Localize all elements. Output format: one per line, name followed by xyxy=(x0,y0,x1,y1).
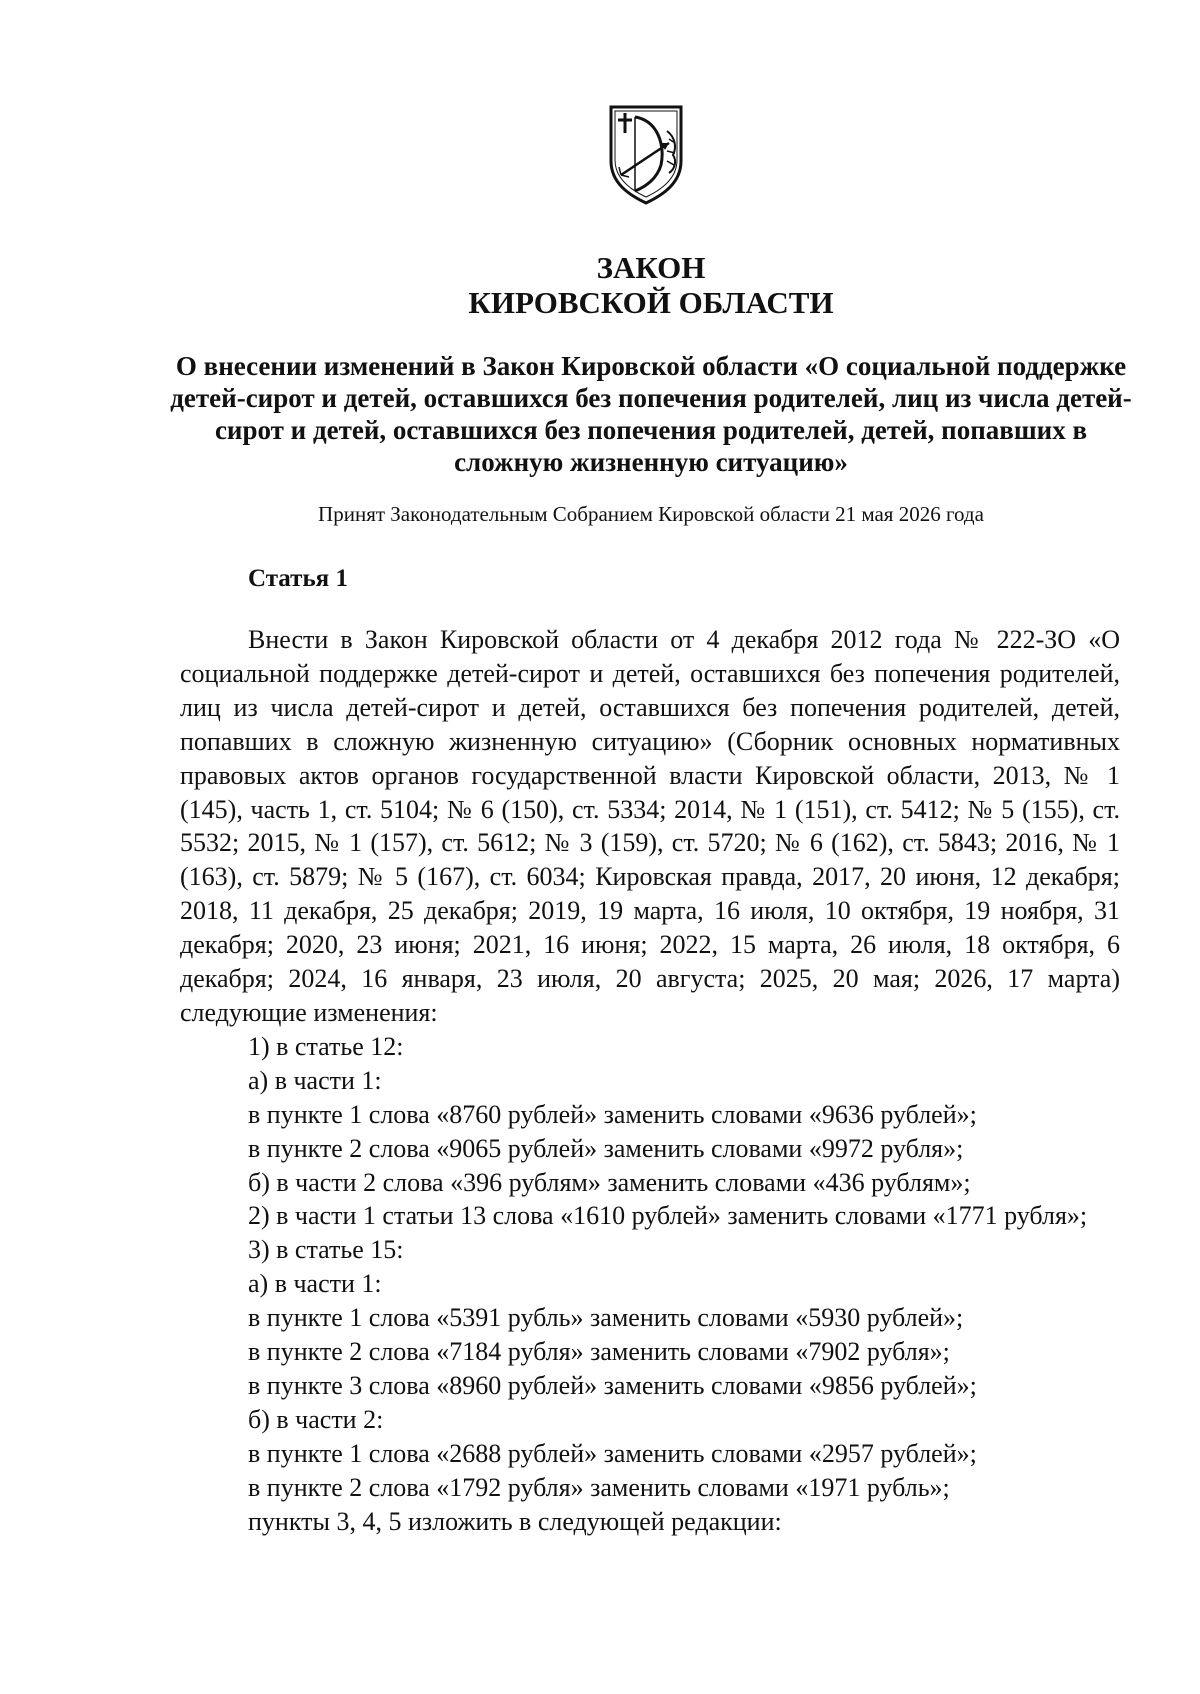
list-item: в пункте 3 слова «8960 рублей» заменить словами «9856 рублей»; xyxy=(248,1370,977,1400)
article-intro-paragraph: Внести в Закон Кировской области от 4 декабря 2012 года № 222-ЗО «О социальной поддержке детей-сирот и детей, оставшихся без попечения родителей, лиц из числа детей-сирот и детей, оставшихся без попечения родителей, детей, попавших в сложную жизненную ситуацию» (Сборник основных нормативных правовых актов органов государственной власти Кировской области, 2013, № 1 (145), часть 1, ст. 5104; № 6 (150), ст. 5334; 2014, № 1 (151), ст. 5412; № 5 (155), ст. 5532; 2015, № 1 (157), ст. 5612; № 3 (159), ст. 5720; № 6 (162), ст. 5843; 2016, № 1 (163), ст. 5879; № 5 (167), ст. 6034; Кировская правда, 2017, 20 июня, 12 декабря; 2018, 11 декабря, 25 декабря; 2019, 19 марта, 16 июля, 10 октября, 19 ноября, 31 декабря; 2020, 23 июня; 2021, 16 июня; 2022, 15 марта, 26 июля, 18 октября, 6 декабря; 2024, 16 января, 23 июля, 20 августа; 2025, 20 мая; 2026, 17 марта) следующие изменения: xyxy=(180,625,1120,1027)
law-title-line-1: ЗАКОН xyxy=(596,250,706,285)
list-item: а) в части 1: xyxy=(248,1269,382,1299)
adoption-note: Принят Законодательным Собранием Кировской области 21 мая 2026 года xyxy=(318,502,984,526)
list-item: 3) в статье 15: xyxy=(248,1235,404,1265)
list-item: в пункте 1 слова «2688 рублей» заменить словами «2957 рублей»; xyxy=(248,1438,977,1468)
kirov-oblast-coat-of-arms-icon xyxy=(605,103,687,206)
article-heading: Статья 1 xyxy=(248,565,348,592)
list-item: пункты 3, 4, 5 изложить в следующей редакции: xyxy=(248,1506,782,1536)
list-item: в пункте 2 слова «7184 рубля» заменить словами «7902 рубля»; xyxy=(248,1337,950,1367)
list-item: б) в части 2: xyxy=(248,1404,384,1434)
list-item: 2) в части 1 статьи 13 слова «1610 рублей» заменить словами «1771 рубля»; xyxy=(248,1201,1088,1231)
list-item: а) в части 1: xyxy=(248,1065,382,1095)
law-title-line-2: КИРОВСКОЙ ОБЛАСТИ xyxy=(468,285,834,320)
list-item: б) в части 2 слова «396 рублям» заменить словами «436 рублям»; xyxy=(248,1167,971,1197)
article-body xyxy=(180,623,1120,1538)
list-item: в пункте 2 слова «9065 рублей» заменить словами «9972 рубля»; xyxy=(248,1133,964,1163)
law-subtitle: О внесении изменений в Закон Кировской области «О социальной поддержке детей-сирот и детей, оставшихся без попечения родителей, лиц из числа детей-сирот и детей, оставшихся без попечения родителей, детей, попавших в сложную жизненную ситуацию» xyxy=(170,351,1132,477)
list-item: в пункте 1 слова «8760 рублей» заменить словами «9636 рублей»; xyxy=(248,1099,977,1129)
list-item: в пункте 2 слова «1792 рубля» заменить словами «1971 рубль»; xyxy=(248,1472,950,1502)
list-item: 1) в статье 12: xyxy=(248,1031,404,1061)
law-title xyxy=(0,250,1200,320)
list-item: в пункте 1 слова «5391 рубль» заменить словами «5930 рублей»; xyxy=(248,1303,964,1333)
